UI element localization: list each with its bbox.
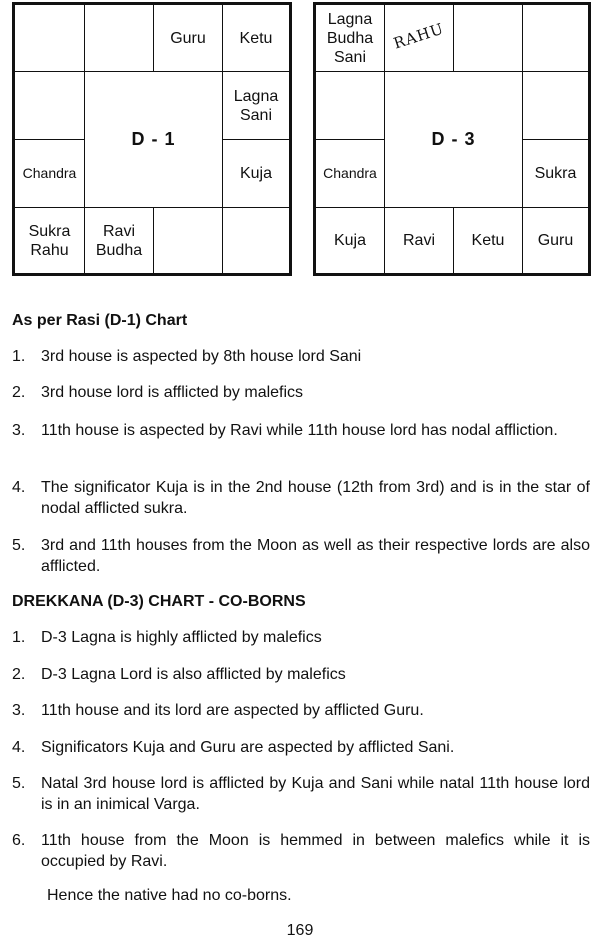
section1-item-1 xyxy=(12,346,590,367)
item-text: 11th house is aspected by Ravi while 11th house lord has nodal affliction. xyxy=(41,422,558,439)
d1-house-11 xyxy=(14,71,85,140)
d1-house-3-text: Ketu xyxy=(239,29,273,47)
d1-house-1 xyxy=(84,4,154,72)
item-number: 2. xyxy=(12,384,26,401)
section1-item-4 xyxy=(12,477,590,519)
d1-house-8 xyxy=(84,207,154,274)
item-text: D-3 Lagna is highly afflicted by malefics xyxy=(41,629,322,646)
d3-house-12-line1: Lagna xyxy=(327,10,373,28)
d3-house-3 xyxy=(522,4,589,72)
d1-house-5-text: Kuja xyxy=(239,165,273,182)
item-number: 5. xyxy=(12,537,26,554)
d3-house-2 xyxy=(453,4,523,72)
d1-chart-title xyxy=(84,71,223,208)
section2-item-2 xyxy=(12,664,590,685)
item-number: 1. xyxy=(12,348,26,365)
d3-house-8-text: Ravi xyxy=(402,232,435,249)
section2-item-1 xyxy=(12,627,590,648)
item-text: Natal 3rd house lord is afflicted by Kuja and Sani while natal 11th house lord is in an inimical Varga. xyxy=(41,775,590,813)
item-text: 3rd house lord is afflicted by malefics xyxy=(41,384,304,401)
section2-item-4 xyxy=(12,737,590,758)
section2-item-6 xyxy=(12,830,590,872)
section1-item-2 xyxy=(12,382,590,403)
d1-house-10-text: Chandra xyxy=(22,165,77,181)
item-text: 11th house from the Moon is hemmed in between malefics while it is occupied by Ravi. xyxy=(41,832,590,870)
section1-heading: As per Rasi (D-1) Chart xyxy=(12,312,188,329)
d1-house-9 xyxy=(14,207,85,274)
d3-chart-title-text: D - 3 xyxy=(431,129,476,149)
item-number: 4. xyxy=(12,479,26,496)
d3-house-6 xyxy=(522,207,589,274)
d1-house-4-line2: Sani xyxy=(239,106,273,124)
d3-house-9-text: Kuja xyxy=(333,232,367,249)
d3-house-12-line2: Budha xyxy=(326,29,374,47)
d1-house-9-line1: Sukra xyxy=(28,222,71,240)
d3-house-7-text: Ketu xyxy=(471,232,505,249)
d1-house-2-text: Guru xyxy=(170,29,206,47)
d1-house-7 xyxy=(153,207,223,274)
d3-house-7 xyxy=(453,207,523,274)
section2-heading: DREKKANA (D-3) CHART - CO-BORNS xyxy=(12,593,306,610)
item-number: 6. xyxy=(12,832,26,849)
d1-house-3 xyxy=(222,4,290,72)
d3-chart-title xyxy=(384,71,523,208)
item-number: 3. xyxy=(12,422,26,439)
d1-house-4-line1: Lagna xyxy=(233,87,279,105)
section1-item-5 xyxy=(12,535,590,577)
item-number: 4. xyxy=(12,739,26,756)
item-number: 2. xyxy=(12,666,26,683)
d3-house-12-line3: Sani xyxy=(333,48,366,66)
d3-house-5-text: Sukra xyxy=(534,165,577,182)
drekkana-d3-chart xyxy=(313,2,591,276)
d3-house-8 xyxy=(384,207,454,274)
section2-item-5 xyxy=(12,773,590,815)
d3-handwritten-rahu: RAHU xyxy=(391,19,447,53)
d1-house-6 xyxy=(222,207,290,274)
d3-house-5 xyxy=(522,139,589,208)
item-text: D-3 Lagna Lord is also afflicted by malefics xyxy=(41,666,346,683)
d3-house-10 xyxy=(315,139,385,208)
item-text: Significators Kuja and Guru are aspected by afflicted Sani. xyxy=(41,739,455,756)
d3-house-6-text: Guru xyxy=(537,232,574,249)
d3-house-1 xyxy=(384,4,454,72)
d1-house-2 xyxy=(153,4,223,72)
d3-house-10-text: Chandra xyxy=(323,165,377,181)
d3-house-11 xyxy=(315,71,385,140)
item-number: 5. xyxy=(12,775,26,792)
item-text: 11th house and its lord are aspected by afflicted Guru. xyxy=(41,702,424,719)
d1-chart-title-text: D - 1 xyxy=(131,129,176,149)
item-number: 3. xyxy=(12,702,26,719)
item-text: The significator Kuja is in the 2nd house (12th from 3rd) and is in the star of nodal afflicted sukra. xyxy=(41,479,590,517)
d1-house-8-line2: Budha xyxy=(95,241,143,259)
page-number: 169 xyxy=(286,922,314,939)
conclusion-text: Hence the native had no co-borns. xyxy=(47,887,292,904)
d1-house-10 xyxy=(14,139,85,208)
d1-house-9-line2: Rahu xyxy=(30,241,69,259)
d1-house-4 xyxy=(222,71,290,140)
d3-house-4 xyxy=(522,71,589,140)
d3-house-12 xyxy=(315,4,385,72)
item-text: 3rd house is aspected by 8th house lord Sani xyxy=(41,348,362,365)
item-number: 1. xyxy=(12,629,26,646)
d3-house-9 xyxy=(315,207,385,274)
rasi-d1-chart xyxy=(12,2,292,276)
section2-item-3 xyxy=(12,700,590,721)
item-text: 3rd and 11th houses from the Moon as well as their respective lords are also afflicted. xyxy=(41,537,590,575)
d1-house-8-line1: Ravi xyxy=(102,222,135,240)
d1-house-5 xyxy=(222,139,290,208)
section1-item-3 xyxy=(12,420,590,441)
d1-house-12 xyxy=(14,4,85,72)
